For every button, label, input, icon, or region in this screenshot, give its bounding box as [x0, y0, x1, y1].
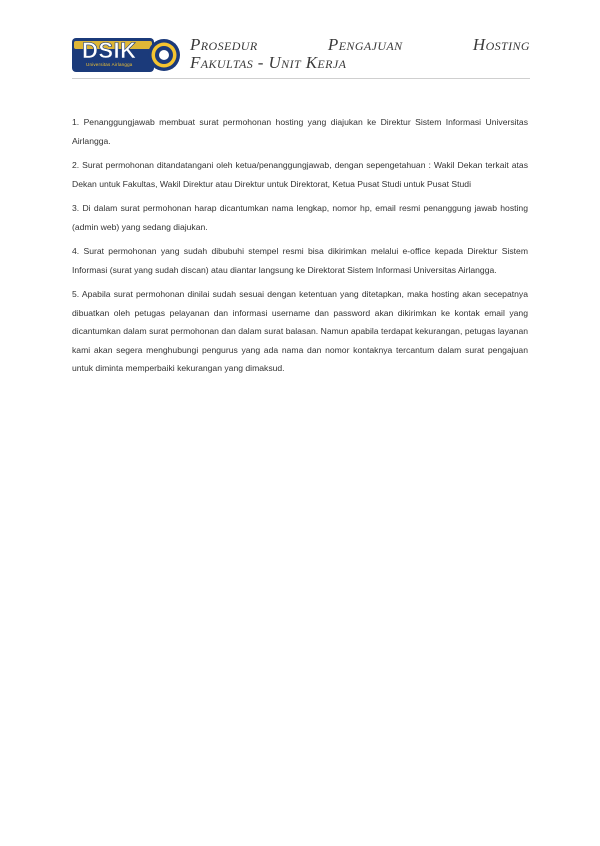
logo-subtext: Universitas Airlangga — [86, 62, 133, 67]
title-word: Prosedur — [190, 35, 258, 54]
title-word: Hosting — [472, 35, 530, 54]
title-word: Pengajuan — [327, 35, 403, 54]
logo-text: DSIK — [82, 38, 137, 63]
title-line-2: Fakultas - Unit Kerja — [190, 53, 347, 72]
procedure-step: 4. Surat permohonan yang sudah dibubuhi stempel resmi bisa dikirimkan melalui e-office kepada Direktur Sistem Informasi (surat yang sudah discan) atau diantar langsung ke Direktorat Sistem Informasi Universitas Airlangga. — [72, 246, 528, 275]
title-line-1 — [190, 36, 530, 54]
procedure-list — [72, 113, 528, 384]
page-title — [190, 36, 530, 72]
header-divider — [72, 78, 530, 79]
page-header — [72, 34, 530, 78]
dsik-logo — [72, 36, 182, 74]
procedure-step: 5. Apabila surat permohonan dinilai sudah sesuai dengan ketentuan yang ditetapkan, maka hosting akan secepatnya dibuatkan oleh petugas pelayanan dan informasi username dan password akan dikirimkan ke kontak email yang dicantumkan dalam surat permohonan dan dalam surat balasan. Namun apabila terdapat kekurangan, petugas layanan kami akan segera menghubungi pengurus yang ada nama dan nomor kontaknya tercantum dalam surat pengajuan untuk diminta memperbaiki kekurangan yang dimaksud. — [72, 289, 528, 373]
procedure-step: 3. Di dalam surat permohonan harap dicantumkan nama lengkap, nomor hp, email resmi penanggung jawab hosting (admin web) yang sedang diajukan. — [72, 203, 528, 232]
procedure-step: 1. Penanggungjawab membuat surat permohonan hosting yang diajukan ke Direktur Sistem Informasi Universitas Airlangga. — [72, 117, 528, 146]
procedure-step: 2. Surat permohonan ditandatangani oleh ketua/penanggungjawab, dengan sepengetahuan : Wakil Dekan terkait atas Dekan untuk Fakultas, Wakil Direktur atau Direktur untuk Direktorat, Ketua Pusat Studi untuk Pusat Studi — [72, 160, 528, 189]
